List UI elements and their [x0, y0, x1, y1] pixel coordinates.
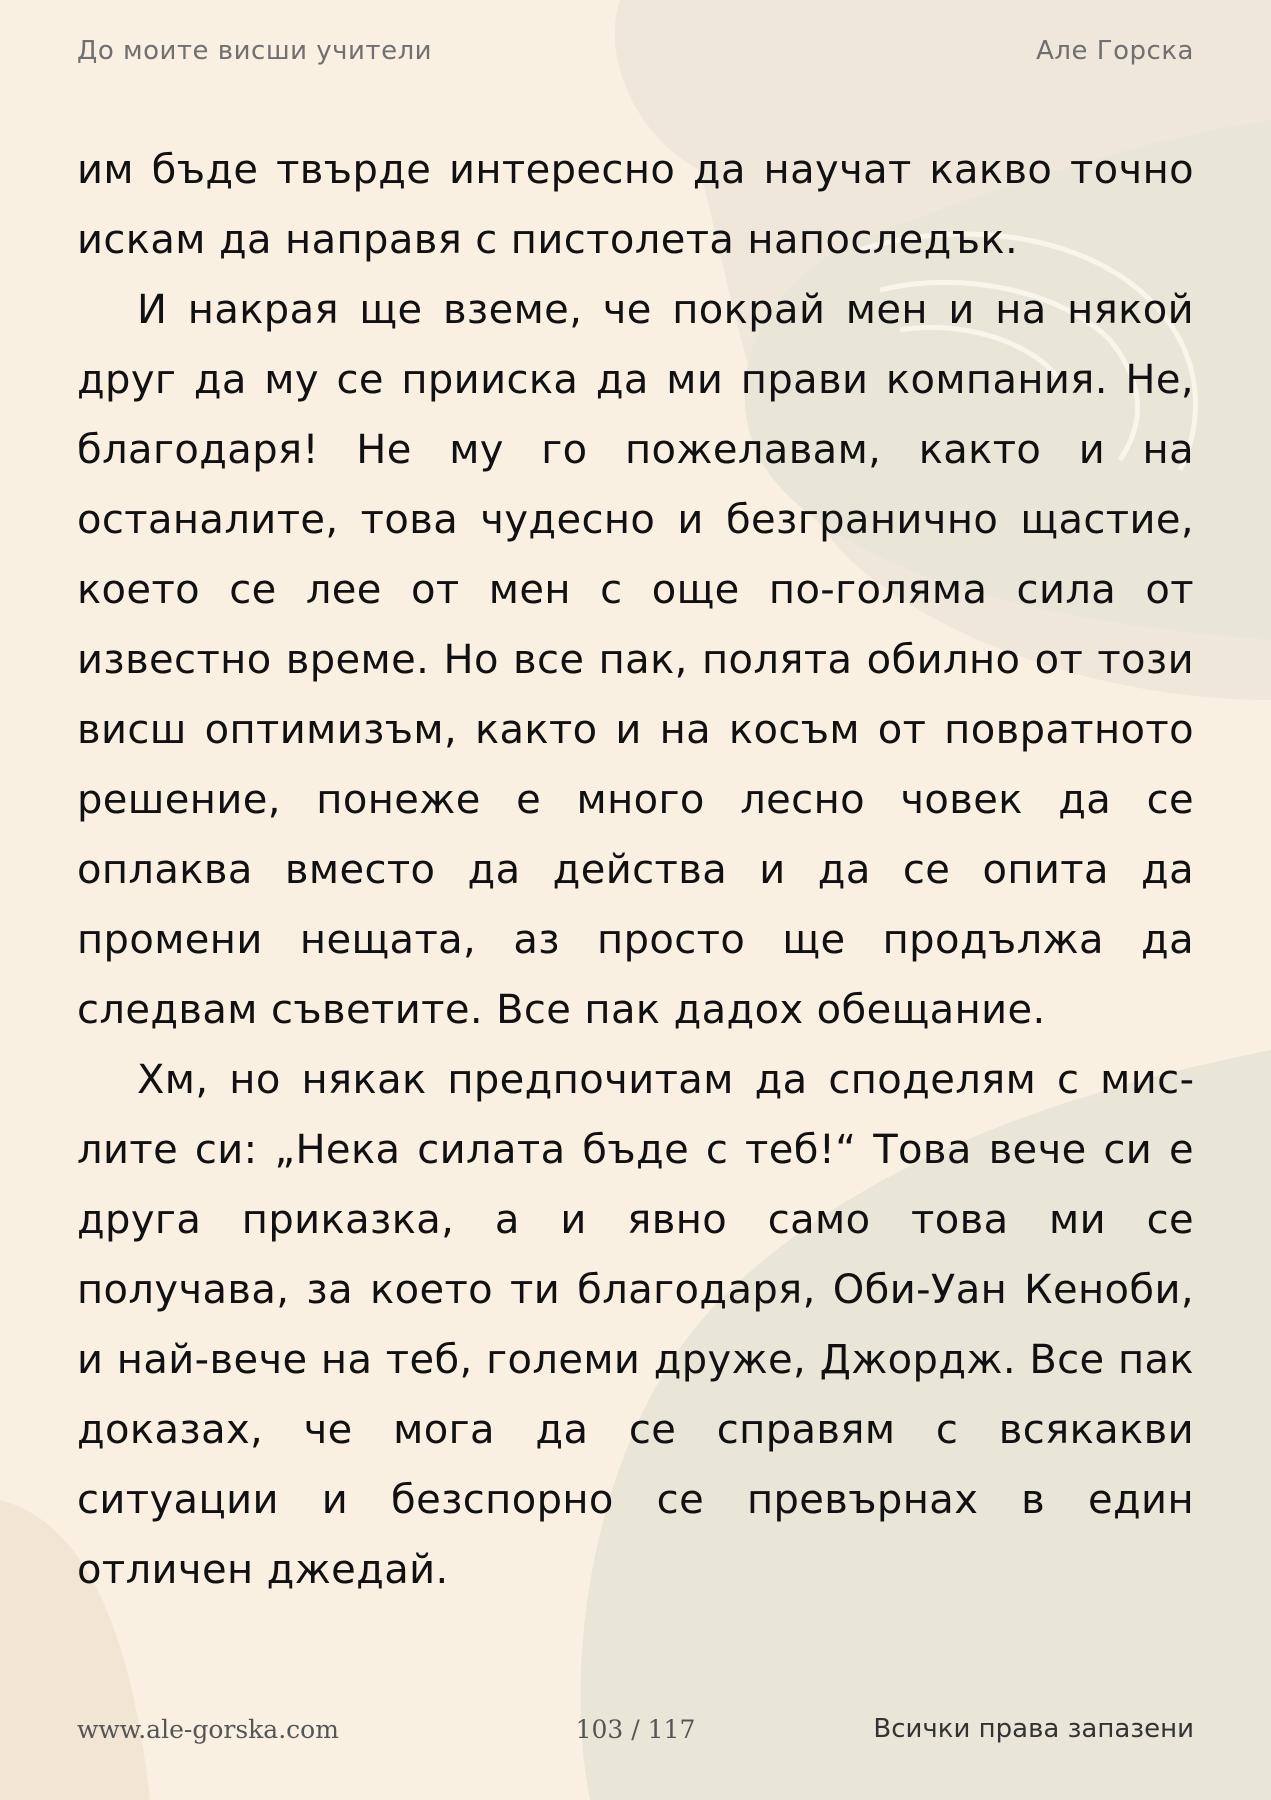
header-book-title: До моите висши учители: [77, 36, 433, 66]
header-author: Але Горска: [1036, 36, 1194, 66]
footer-rights: Всички права запазени: [873, 1714, 1194, 1744]
paragraph: И накрая ще вземе, че покрай мен и на някой друг да му се прииска да ми прави компания. Не, благодаря! Не му го пожелавам, както и на останалите, това чудесно и безгранично щастие, което се лее от мен с още по-голяма сила от известно време. Но все пак, полята обилно от този висш оптимизъм, както и на косъм от повратното решение, понеже е много лесно човек да се оплаква вместо да действа и да се опита да промени нещата, аз просто ще продължа да следвам съветите. Все пак дадох обещание.: [77, 287, 1194, 1033]
footer-website: www.ale-gorska.com: [77, 1715, 339, 1744]
paragraph: Хм, но някак предпочитам да споделям с мислите си: „Нека силата бъде с теб!“ Това вече си е друга приказка, а и явно само това ми се получава, за което ти благодаря, Оби-Уан Кеноби, и най-вече на теб, големи друже, Джордж. Все пак доказах, че мога да се справям с всякакви ситуации и безспорно се превърнах в един отличен джедай.: [77, 1057, 1194, 1593]
footer-page-number: 103 / 117: [575, 1715, 696, 1744]
body-text: [77, 135, 1194, 1605]
paragraph: им бъде твърде интересно да научат какво точно искам да направя с пистолета напоследък.: [77, 147, 1194, 263]
